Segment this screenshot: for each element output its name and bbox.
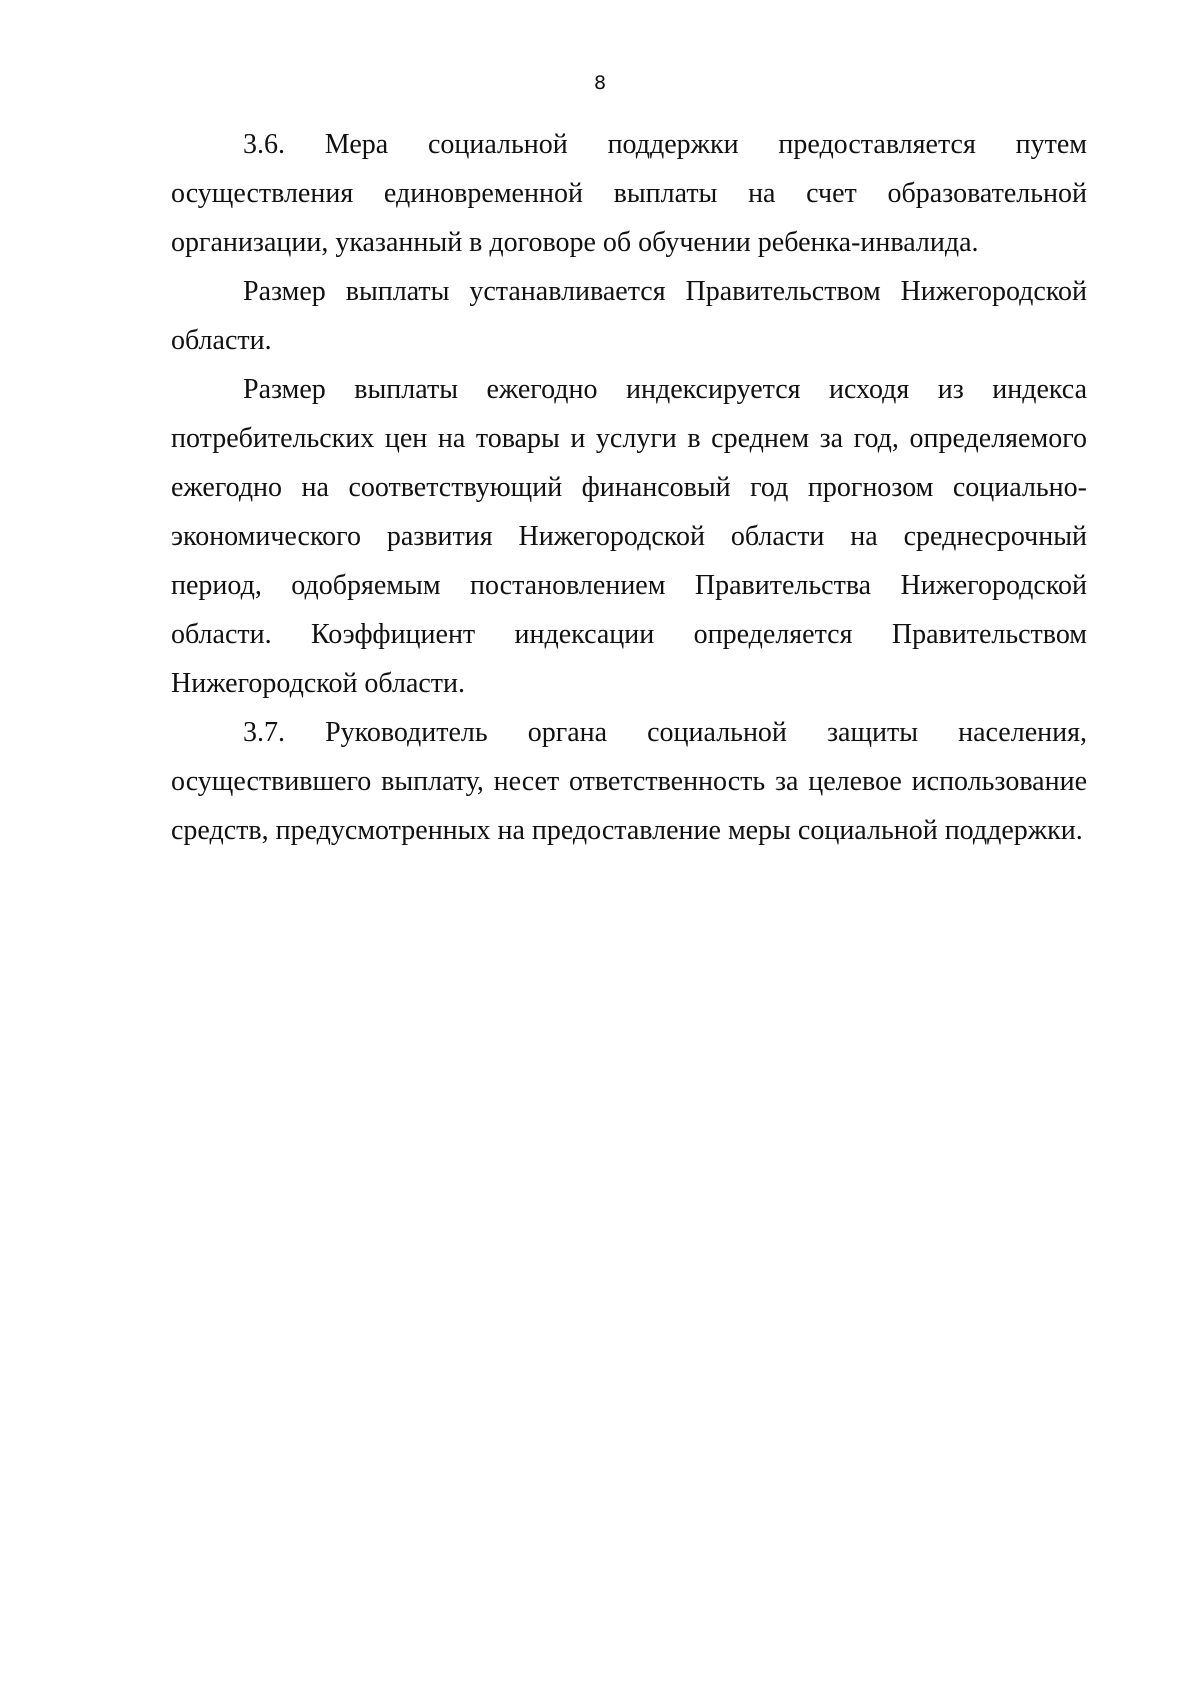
document-body bbox=[171, 120, 1087, 855]
page-number: 8 bbox=[593, 72, 607, 94]
paragraph-3-6: 3.6. Мера социальной поддержки предоставляется путем осуществления единовременной выплаты на счет образовательной организации, указанный в договоре об обучении ребенка-инвалида. bbox=[171, 129, 1087, 258]
paragraph-indexation: Размер выплаты ежегодно индексируется исходя из индекса потребительских цен на товары и услуги в среднем за год, определяемого ежегодно на соответствующий финансовый год прогнозом социально-экономического развития Нижегородской области на среднесрочный период, одобряемым постановлением Правительства Нижегородской области. Коэффициент индексации определяется Правительством Нижегородской области. bbox=[171, 374, 1087, 699]
paragraph-3-7: 3.7. Руководитель органа социальной защиты населения, осуществившего выплату, несет ответственность за целевое использование средств, предусмотренных на предоставление меры социальной поддержки. bbox=[171, 717, 1087, 846]
paragraph-payment-amount: Размер выплаты устанавливается Правительством Нижегородской области. bbox=[171, 276, 1087, 356]
